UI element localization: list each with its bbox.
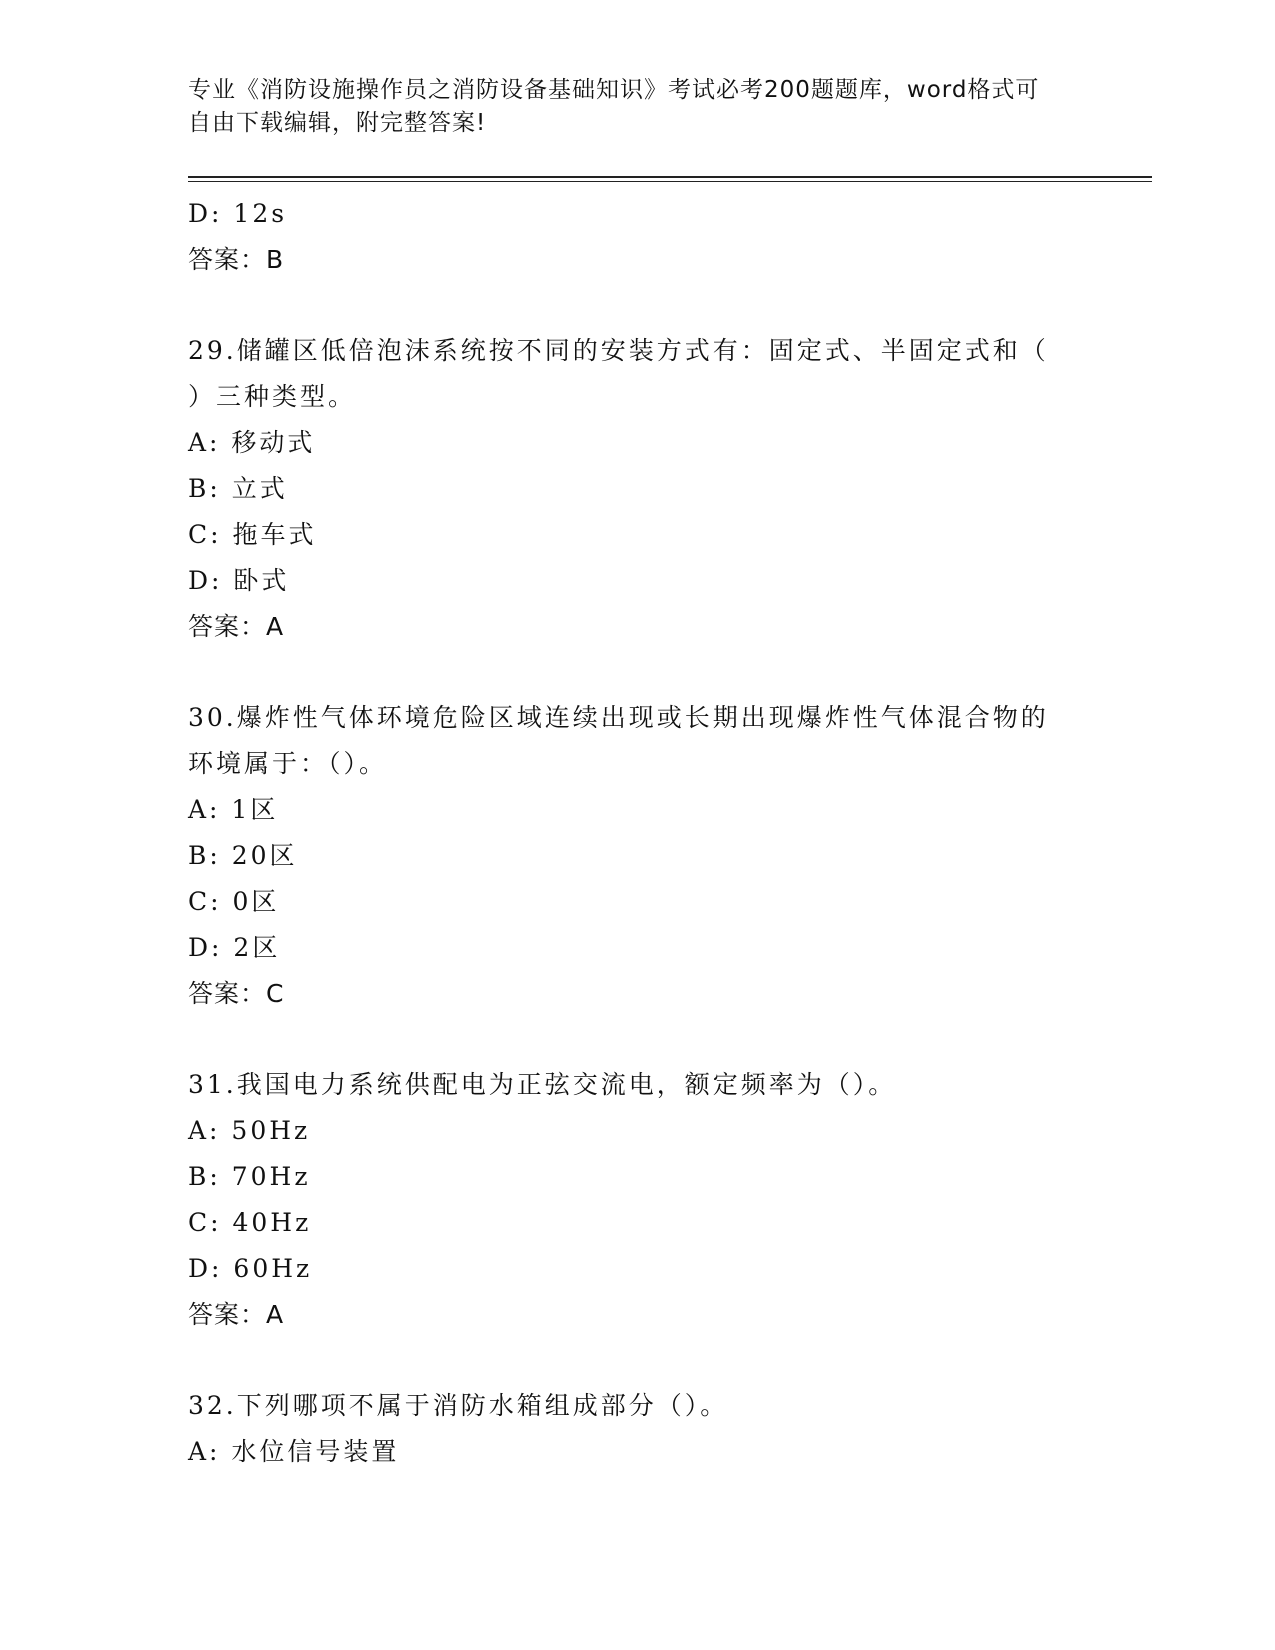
option-b: B: 立式: [188, 474, 288, 503]
option-a: A: 水位信号装置: [188, 1437, 400, 1466]
header-rule-thin: [188, 181, 1152, 182]
option-a: A: 50Hz: [188, 1116, 311, 1145]
option-c: C: 40Hz: [188, 1208, 312, 1237]
question-list: [188, 191, 1088, 1475]
header-line-1: 专业《消防设施操作员之消防设备基础知识》考试必考200题题库，word格式可: [188, 77, 1040, 103]
document-header: [188, 74, 1068, 140]
question-32: [188, 1383, 1088, 1475]
question-31: [188, 1062, 1088, 1338]
header-rule-thick: [188, 176, 1152, 178]
prev-answer: 答案：B: [188, 245, 285, 274]
question-text: 30.爆炸性气体环境危险区域连续出现或长期出现爆炸性气体混合物的: [188, 703, 1049, 732]
question-29: [188, 328, 1088, 650]
option-c: C: 拖车式: [188, 520, 317, 549]
option-b: B: 70Hz: [188, 1162, 311, 1191]
question-text: 32.下列哪项不属于消防水箱组成部分（）。: [188, 1391, 729, 1420]
option-d: D: 60Hz: [188, 1254, 313, 1283]
option-a: A: 移动式: [188, 428, 316, 457]
question-text-cont: 环境属于：（）。: [188, 749, 388, 778]
option-d: D: 卧式: [188, 566, 290, 595]
question-30: [188, 695, 1088, 1017]
question-text-cont: ）三种类型。: [188, 382, 357, 411]
prev-option-d: D: 12s: [188, 199, 288, 228]
option-b: B: 20区: [188, 841, 298, 870]
answer: 答案：A: [188, 612, 285, 641]
question-text: 31.我国电力系统供配电为正弦交流电，额定频率为（）。: [188, 1070, 897, 1099]
header-line-2: 自由下载编辑，附完整答案!: [188, 110, 487, 136]
option-c: C: 0区: [188, 887, 280, 916]
answer: 答案：A: [188, 1300, 285, 1329]
option-d: D: 2区: [188, 933, 281, 962]
option-a: A: 1区: [188, 795, 279, 824]
answer: 答案：C: [188, 979, 285, 1008]
question-text: 29.储罐区低倍泡沫系统按不同的安装方式有：固定式、半固定式和（: [188, 336, 1049, 365]
